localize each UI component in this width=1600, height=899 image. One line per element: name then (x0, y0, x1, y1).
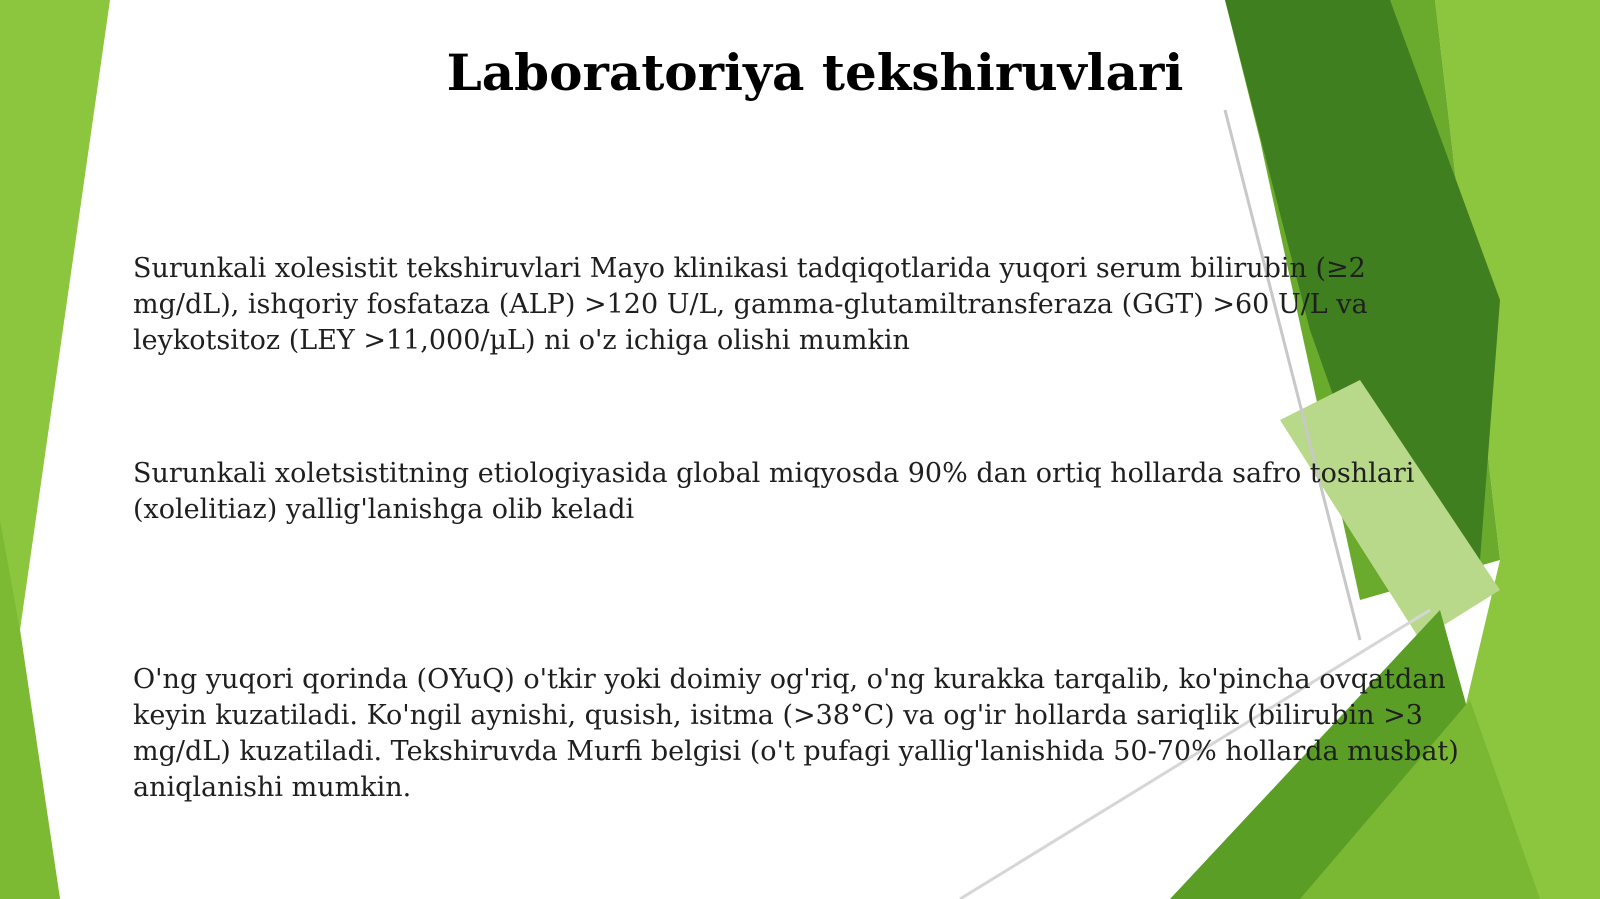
paragraph-symptoms: O'ng yuqori qorinda (OYuQ) o'tkir yoki doimiy og'riq, o'ng kurakka tarqalib, ko'pincha ovqatdan keyin kuzatiladi. Ko'ngil aynishi, qusish, isitma (>38°C) va og'ir hollarda sariqlik (bilirubin >3 mg/dL) kuzatiladi. Tekshiruvda Murfi belgisi (o't pufagi yallig'lanishida 50-70% hollarda musbat) aniqlanishi mumkin. (133, 664, 1459, 803)
slide-title: Laboratoriya tekshiruvlari (446, 43, 1184, 102)
left-green-shadow (0, 520, 60, 899)
paragraph-etiology: Surunkali xoletsistitning etiologiyasida global miqyosda 90% dan ortiq hollarda safro toshlari (xolelitiaz) yallig'lanishga olib keladi (133, 458, 1415, 525)
paragraph-lab-tests: Surunkali xolesistit tekshiruvlari Mayo klinikasi tadqiqotlarida yuqori serum bilirubin (≥2 mg/dL), ishqoriy fosfataza (ALP) >120 U/L, gamma-glutamiltransferaza (GGT) >60 U/L va leykotsitoz (LEY >11,000/µL) ni o'z ichiga olishi mumkin (133, 253, 1368, 356)
